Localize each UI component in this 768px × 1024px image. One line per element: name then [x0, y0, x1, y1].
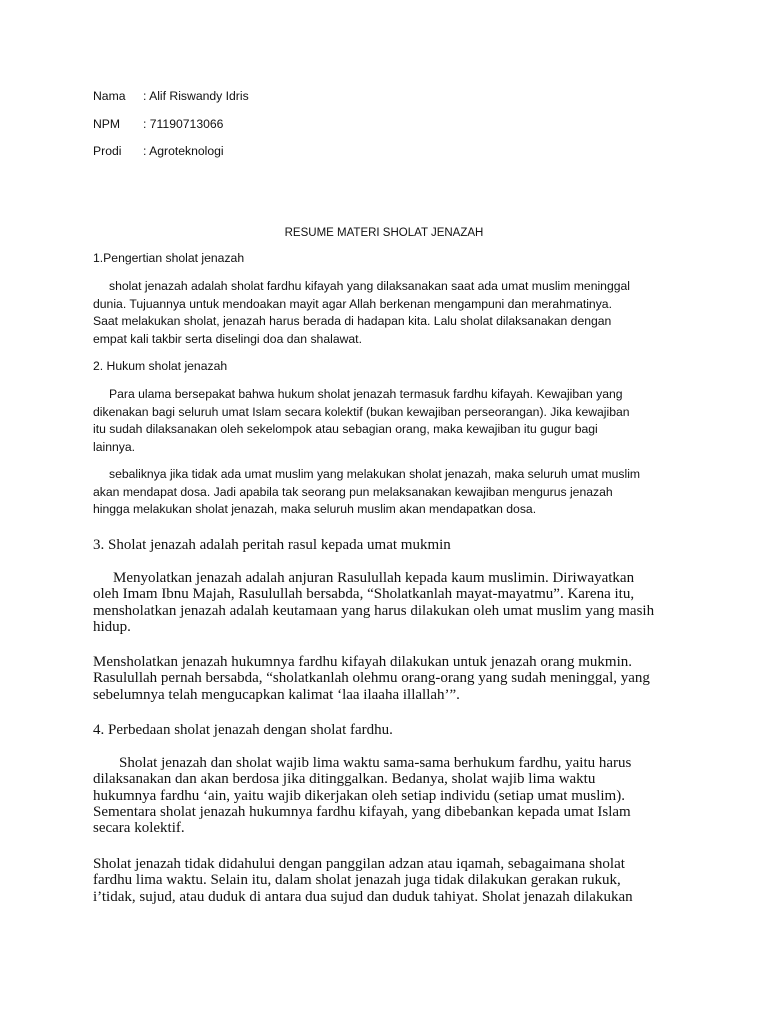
nama-value: : Alif Riswandy Idris	[143, 89, 249, 103]
paragraph-line: fardhu lima waktu. Selain itu, dalam sholat jenazah juga tidak dilakukan gerakan rukuk,	[93, 872, 621, 889]
document-title: RESUME MATERI SHOLAT JENAZAH	[284, 227, 484, 239]
section2-paragraph-2	[93, 466, 683, 519]
paragraph-line: akan mendapat dosa. Jadi apabila tak seorang pun melaksanakan kewajiban mengurus jenazah	[93, 484, 613, 499]
paragraph-line: Menyolatkan jenazah adalah anjuran Rasulullah kepada kaum muslimin. Diriwayatkan	[113, 570, 635, 586]
paragraph-line: dunia. Tujuannya untuk mendoakan mayit agar Allah berkenan mengampuni dan merahmatinya.	[93, 296, 612, 311]
paragraph-line: dikenakan bagi seluruh umat Islam secara kolektif (bukan kewajiban perseorangan). Jika kewajiban	[93, 404, 630, 419]
nama-label: Nama	[93, 89, 126, 103]
section1-paragraph-1	[93, 278, 683, 348]
section3-paragraph-1	[93, 570, 683, 635]
paragraph-line: empat kali takbir serta diselingi doa dan shalawat.	[93, 331, 362, 346]
section2-heading: 2. Hukum sholat jenazah	[93, 359, 228, 373]
identity-row-npm	[93, 115, 223, 133]
paragraph-line: sholat jenazah adalah sholat fardhu kifayah yang dilaksanakan saat ada umat muslim meninggal	[109, 279, 631, 293]
identity-row-nama	[93, 87, 249, 105]
paragraph-line: secara kolektif.	[93, 820, 185, 837]
paragraph-line: sebaliknya jika tidak ada umat muslim yang melakukan sholat jenazah, maka seluruh umat muslim	[109, 467, 641, 481]
paragraph-line: Saat melakukan sholat, jenazah harus berada di hadapan kita. Lalu sholat dilaksanakan dengan	[93, 314, 612, 328]
identity-row-prodi	[93, 142, 224, 160]
paragraph-line: Sholat jenazah dan sholat wajib lima waktu sama-sama berhukum fardhu, yaitu harus	[119, 755, 632, 771]
paragraph-line: i’tidak, sujud, atau duduk di antara dua sujud dan duduk tahiyat. Sholat jenazah dilakukan	[93, 888, 633, 905]
section4-paragraph-2	[93, 856, 683, 905]
paragraph-line: Para ulama bersepakat bahwa hukum sholat jenazah termasuk fardhu kifayah. Kewajiban yang	[109, 387, 623, 401]
section2-paragraph-1	[93, 386, 683, 456]
paragraph-line: lainnya.	[93, 439, 136, 454]
prodi-value: : Agroteknologi	[143, 144, 224, 158]
section4-heading: 4. Perbedaan sholat jenazah dengan sholat fardhu.	[93, 722, 393, 738]
paragraph-line: oleh Imam Ibnu Majah, Rasulullah bersabda, “Sholatkanlah mayat-mayatmu”. Karena itu,	[93, 586, 635, 603]
paragraph-line: Sholat jenazah tidak didahului dengan panggilan adzan atau iqamah, sebagaimana sholat	[93, 856, 625, 872]
paragraph-line: hukumnya fardhu ‘ain, yaitu wajib dikerjakan oleh setiap individu (setiap umat muslim).	[93, 787, 625, 804]
paragraph-line: Sementara sholat jenazah hukumnya fardhu kifayah, yang dibebankan kepada umat Islam	[93, 803, 631, 820]
paragraph-line: hingga melakukan sholat jenazah, maka seluruh muslim akan mendapatkan dosa.	[93, 502, 537, 516]
paragraph-line: sebelumnya telah mengucapkan kalimat ‘laa ilaaha illallah’”.	[93, 686, 460, 703]
section4-paragraph-1	[93, 755, 683, 836]
section3-heading: 3. Sholat jenazah adalah peritah rasul kepada umat mukmin	[93, 537, 451, 553]
paragraph-line: Rasulullah pernah bersabda, “sholatkanlah olehmu orang-orang yang sudah meninggal, yang	[93, 670, 650, 687]
paragraph-line: dilaksanakan dan akan berdosa jika ditinggalkan. Bedanya, sholat wajib lima waktu	[93, 771, 596, 788]
npm-label: NPM	[93, 117, 121, 131]
paragraph-line: mensholatkan jenazah adalah keutamaan yang harus dilakukan oleh umat muslim yang masih	[93, 602, 655, 619]
npm-value: : 71190713066	[143, 117, 224, 131]
paragraph-line: Mensholatkan jenazah hukumnya fardhu kifayah dilakukan untuk jenazah orang mukmin.	[93, 654, 633, 670]
section3-paragraph-2	[93, 654, 683, 703]
paragraph-line: itu sudah dilaksanakan oleh sekelompok atau sebagian orang, maka kewajiban itu gugur bagi	[93, 422, 598, 436]
section1-heading: 1.Pengertian sholat jenazah	[93, 251, 245, 265]
prodi-label: Prodi	[93, 144, 122, 158]
paragraph-line: hidup.	[93, 618, 131, 635]
